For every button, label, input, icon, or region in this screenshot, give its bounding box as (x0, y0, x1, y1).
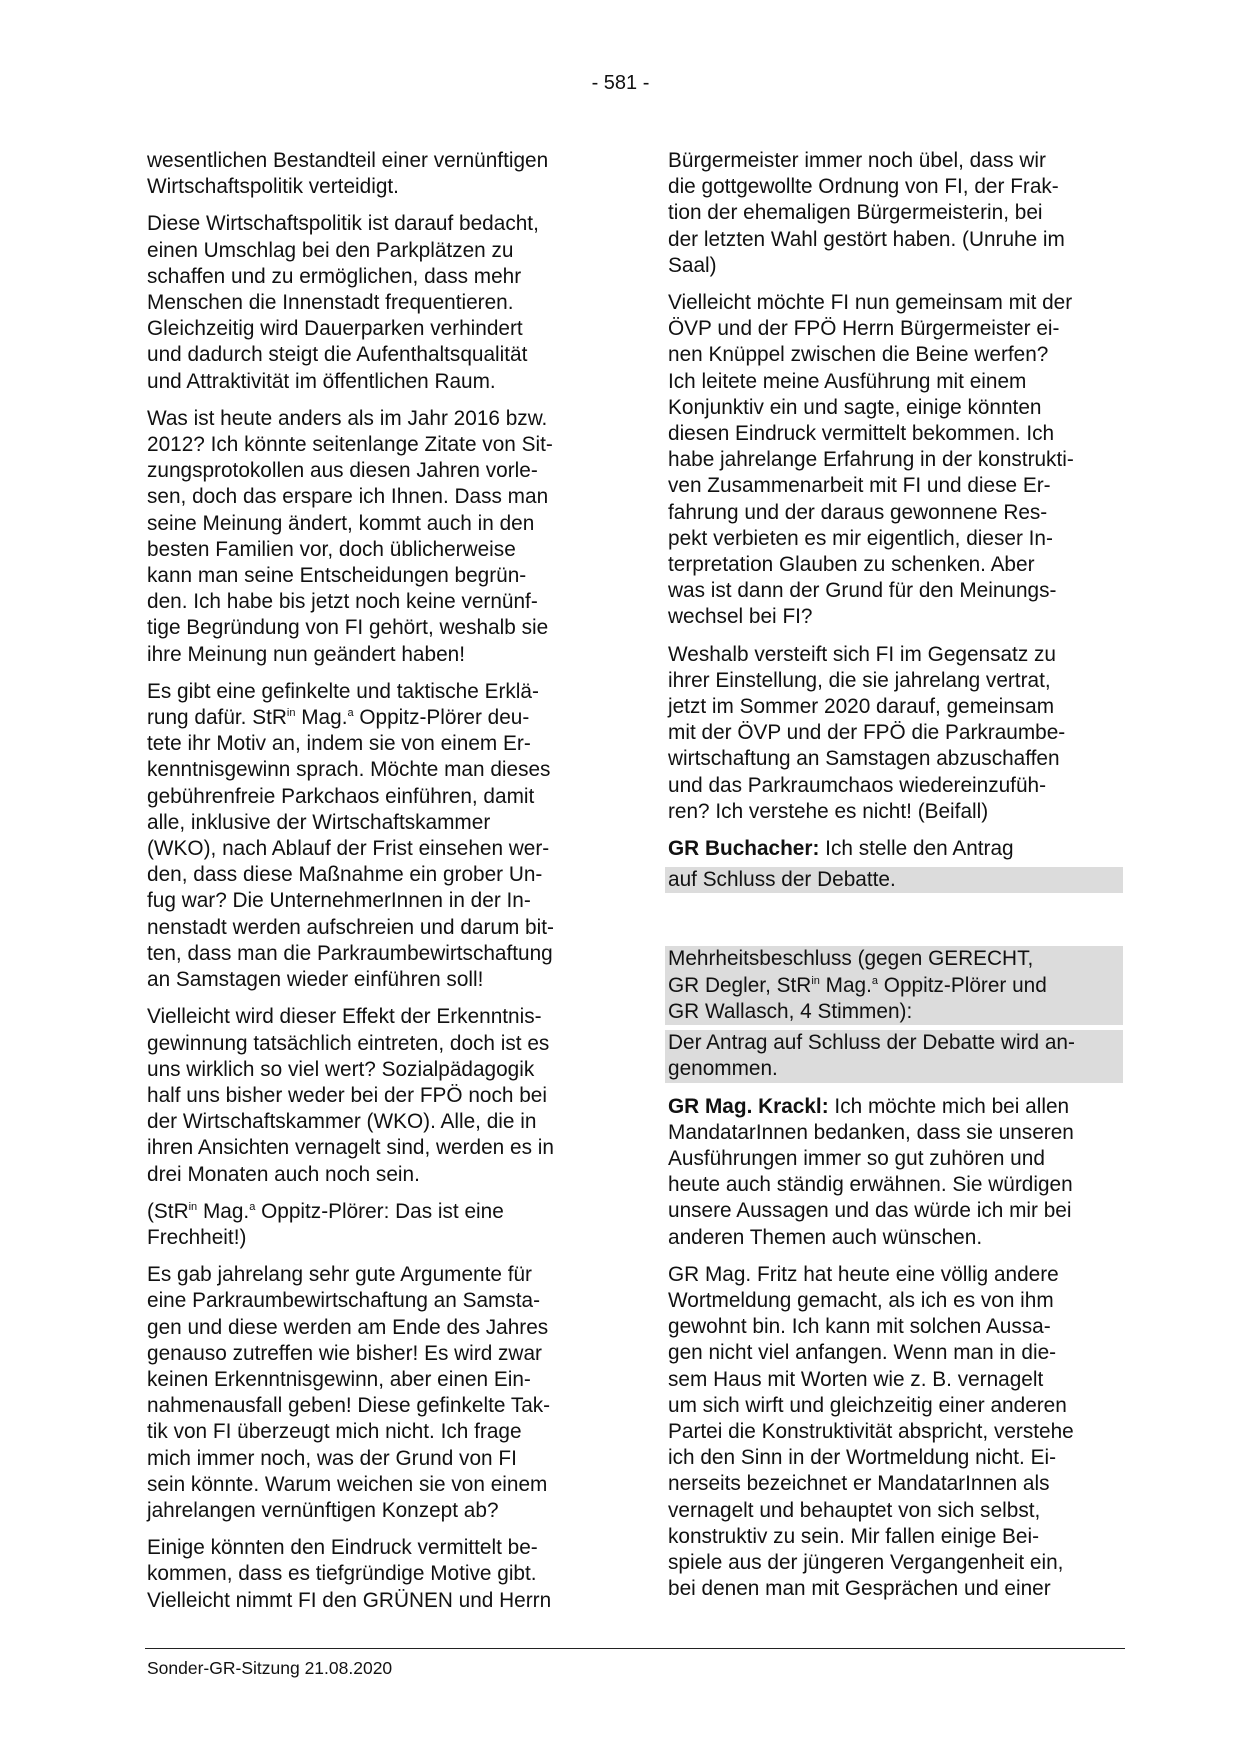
text-line: besten Familien vor, doch üblicherweise (147, 537, 516, 561)
text-line: nahmenausfall geben! Diese gefinkelte Tak- (147, 1394, 551, 1418)
shaded-line: GR Degler, StR$^{in}$ Mag.$^a$ Oppitz-Plörer und (665, 973, 1123, 999)
text-line: bei denen man mit Gesprächen und einer (668, 1577, 1051, 1601)
text-line: Partei die Konstruktivität abspricht, verstehe (668, 1419, 1074, 1443)
text-line: Menschen die Innenstadt frequentieren. (147, 291, 514, 315)
motion-statement (668, 836, 1123, 862)
footer-text: Sonder-GR-Sitzung 21.08.2020 (147, 1658, 393, 1678)
text-line: was ist dann der Grund für den Meinungs- (668, 579, 1057, 603)
left-column (147, 148, 602, 1625)
paragraph (668, 290, 1123, 631)
text-line: genauso zutreffen wie bisher! Es wird zwar (147, 1341, 542, 1365)
speaker-text: Ich stelle den Antrag (819, 837, 1014, 861)
text-line: Einige könnten den Eindruck vermittelt be- (147, 1536, 538, 1560)
text-line: kommen, dass es tiefgründige Motive gibt. (147, 1562, 537, 1586)
text-line: einen Umschlag bei den Parkplätzen zu (147, 238, 514, 262)
text-line: uns wirklich so viel wert? Sozialpädagogik (147, 1057, 535, 1081)
krackl-paragraph (668, 1094, 1123, 1251)
text-line: diesen Eindruck vermittelt bekommen. Ich (668, 422, 1055, 446)
text-line: zungsprotokollen aus diesen Jahren vorle- (147, 459, 538, 483)
text-line: heute auch ständig erwähnen. Sie würdigen (668, 1173, 1073, 1197)
krackl-first-line (668, 1094, 1123, 1120)
text-line: gewinnung tatsächlich eintreten, doch ist es (147, 1031, 550, 1055)
text-line: und das Parkraumchaos wiedereinzufüh- (668, 773, 1047, 797)
paragraph (147, 211, 602, 394)
text-line: nenstadt werden aufschreien und darum bit- (147, 915, 554, 939)
paragraph (147, 1004, 602, 1187)
text-line: den. Ich habe bis jetzt noch keine vernünf- (147, 590, 538, 614)
paragraph (147, 1199, 602, 1251)
text-line: pekt verbieten es mir eigentlich, dieser In- (668, 526, 1053, 550)
text-line: Was ist heute anders als im Jahr 2016 bzw. (147, 406, 548, 430)
text-line: eine Parkraumbewirtschaftung an Samsta- (147, 1289, 541, 1313)
text-line: (StR$^{in}$ Mag.$^a$ Oppitz-Plörer: Das ist eine (147, 1199, 504, 1223)
text-line: an Samstagen wieder einführen soll! (147, 968, 484, 992)
shaded-line: genommen. (665, 1056, 1123, 1082)
text-line: GR Mag. Fritz hat heute eine völlig andere (668, 1262, 1059, 1286)
text-line: die gottgewollte Ordnung von FI, der Frak- (668, 175, 1059, 199)
motion-shaded (668, 867, 1123, 893)
text-line: ten, dass man die Parkraumbewirtschaftung (147, 941, 553, 965)
text-line: Frechheit!) (147, 1225, 247, 1249)
text-line: der letzten Wahl gestört haben. (Unruhe im (668, 227, 1065, 251)
text-line: mich immer noch, was der Grund von FI (147, 1446, 517, 1470)
text-line: spiele aus der jüngeren Vergangenheit ein, (668, 1550, 1064, 1574)
text-line: konstruktiv zu sein. Mir fallen einige Bei- (668, 1524, 1040, 1548)
text-line: gen nicht viel anfangen. Wenn man in die- (668, 1341, 1057, 1365)
text-line: half uns bisher weder bei der FPÖ noch bei (147, 1083, 547, 1107)
text-line: und dadurch steigt die Aufenthaltsqualität (147, 343, 528, 367)
text-line: ihre Meinung nun geändert haben! (147, 642, 465, 666)
text-line: Weshalb versteift sich FI im Gegensatz zu (668, 642, 1056, 666)
text-line: ihrer Einstellung, die sie jahrelang vertrat, (668, 668, 1051, 692)
text-line: tik von FI überzeugt mich nicht. Ich frage (147, 1420, 522, 1444)
speaker-name: GR Mag. Krackl: (668, 1094, 829, 1118)
krackl-first-text: Ich möchte mich bei allen (828, 1094, 1070, 1118)
text-line: Vielleicht möchte FI nun gemeinsam mit der (668, 291, 1073, 315)
shaded-line: GR Wallasch, 4 Stimmen): (665, 999, 1123, 1025)
spacer (668, 904, 1123, 946)
text-line: alle, inklusive der Wirtschaftskammer (147, 810, 491, 834)
paragraph (147, 679, 602, 993)
text-line: ihren Ansichten vernagelt sind, werden es in (147, 1136, 554, 1160)
text-line: ren? Ich verstehe es nicht! (Beifall) (668, 799, 989, 823)
footer-rule (145, 1648, 1125, 1649)
text-line: mit der ÖVP und der FPÖ die Parkraumbe- (668, 721, 1066, 745)
shaded-line: Mehrheitsbeschluss (gegen GERECHT, (665, 946, 1123, 972)
text-line: ich den Sinn in der Wortmeldung nicht. Ei- (668, 1446, 1057, 1470)
paragraph (147, 1535, 602, 1614)
text-line: seine Meinung ändert, kommt auch in den (147, 511, 535, 535)
text-line: jetzt im Sommer 2020 darauf, gemeinsam (668, 695, 1055, 719)
text-line: tige Begründung von FI gehört, weshalb sie (147, 616, 549, 640)
paragraph (147, 406, 602, 668)
text-line: nen Knüppel zwischen die Beine werfen? (668, 343, 1049, 367)
text-line: MandatarInnen bedanken, dass sie unseren (668, 1120, 1074, 1144)
text-line: 2012? Ich könnte seitenlange Zitate von Sit- (147, 433, 553, 457)
text-line: den, dass diese Maßnahme ein grober Un- (147, 863, 543, 887)
text-line: drei Monaten auch noch sein. (147, 1162, 420, 1186)
text-line: keinen Erkenntnisgewinn, aber einen Ein- (147, 1367, 531, 1391)
right-column (668, 148, 1123, 1613)
shaded-line: Der Antrag auf Schluss der Debatte wird an- (665, 1030, 1123, 1056)
text-line: jahrelangen vernünftigen Konzept ab? (147, 1498, 499, 1522)
text-line: wechsel bei FI? (668, 605, 813, 629)
text-line: habe jahrelange Erfahrung in der konstrukti- (668, 448, 1074, 472)
text-line: der Wirtschaftskammer (WKO). Alle, die in (147, 1110, 537, 1134)
text-line: (WKO), nach Ablauf der Frist einsehen wer- (147, 837, 550, 861)
text-line: Gleichzeitig wird Dauerparken verhindert (147, 317, 523, 341)
text-line: sein könnte. Warum weichen sie von einem (147, 1472, 548, 1496)
text-line: kann man seine Entscheidungen begrün- (147, 564, 527, 588)
paragraph (668, 642, 1123, 825)
text-line: Bürgermeister immer noch übel, dass wir (668, 149, 1046, 172)
text-line: Es gab jahrelang sehr gute Argumente für (147, 1263, 532, 1287)
text-line: gen und diese werden am Ende des Jahres (147, 1315, 549, 1339)
text-line: ÖVP und der FPÖ Herrn Bürgermeister ei- (668, 317, 1060, 341)
text-line: Vielleicht nimmt FI den GRÜNEN und Herrn (147, 1588, 552, 1612)
paragraph (668, 148, 1123, 279)
paragraph (147, 1262, 602, 1524)
text-line: fahrung und der daraus gewonnene Res- (668, 500, 1048, 524)
text-line: Konjunktiv ein und sagte, einige könnten (668, 395, 1042, 419)
text-line: fug war? Die UnternehmerInnen in der In- (147, 889, 531, 913)
paragraph (147, 148, 602, 200)
resolution-shaded (668, 946, 1123, 1025)
paragraph (668, 1262, 1123, 1603)
text-line: gebührenfreie Parkchaos einführen, damit (147, 784, 535, 808)
text-line: Ausführungen immer so gut zuhören und (668, 1146, 1045, 1170)
text-line: unsere Aussagen und das würde ich mir bei (668, 1199, 1072, 1223)
text-line: um sich wirft und gleichzeitig einer anderen (668, 1393, 1067, 1417)
text-line: terpretation Glauben zu schenken. Aber (668, 553, 1035, 577)
text-line: tete ihr Motiv an, indem sie von einem Er- (147, 732, 531, 756)
text-line: sen, doch das erspare ich Ihnen. Dass man (147, 485, 549, 509)
text-line: ven Zusammenarbeit mit FI und diese Er- (668, 474, 1051, 498)
text-line: Vielleicht wird dieser Effekt der Erkenntnis- (147, 1005, 542, 1029)
shaded-line: auf Schluss der Debatte. (665, 867, 1123, 893)
text-line: vernagelt und behauptet von sich selbst, (668, 1498, 1041, 1522)
text-line: kenntnisgewinn sprach. Möchte man dieses (147, 758, 551, 782)
text-line: Diese Wirtschaftspolitik ist darauf bedacht, (147, 212, 539, 236)
text-line: Wirtschaftspolitik verteidigt. (147, 175, 399, 199)
text-line: sem Haus mit Worten wie z. B. vernagelt (668, 1367, 1044, 1391)
accepted-shaded (668, 1030, 1123, 1082)
text-line: und Attraktivität im öffentlichen Raum. (147, 369, 496, 393)
text-line: schaffen und zu ermöglichen, dass mehr (147, 264, 522, 288)
page-number: - 581 - (591, 72, 650, 94)
text-line: Ich leitete meine Ausführung mit einem (668, 369, 1027, 393)
text-line: wirtschaftung an Samstagen abzuschaffen (668, 747, 1060, 771)
text-line: anderen Themen auch wünschen. (668, 1225, 983, 1249)
text-line: Wortmeldung gemacht, als ich es von ihm (668, 1288, 1054, 1312)
text-line: gewohnt bin. Ich kann mit solchen Aussa- (668, 1315, 1051, 1339)
text-line: nerseits bezeichnet er MandatarInnen als (668, 1472, 1050, 1496)
speaker-name: GR Buchacher: (668, 837, 820, 861)
text-line: Es gibt eine gefinkelte und taktische Erklä- (147, 679, 539, 703)
text-line: rung dafür. StR$^{in}$ Mag.$^a$ Oppitz-Plörer deu- (147, 706, 530, 730)
text-line: tion der ehemaligen Bürgermeisterin, bei (668, 201, 1043, 225)
text-line: Saal) (668, 253, 717, 277)
text-line: wesentlichen Bestandteil einer vernünftigen (147, 149, 549, 172)
